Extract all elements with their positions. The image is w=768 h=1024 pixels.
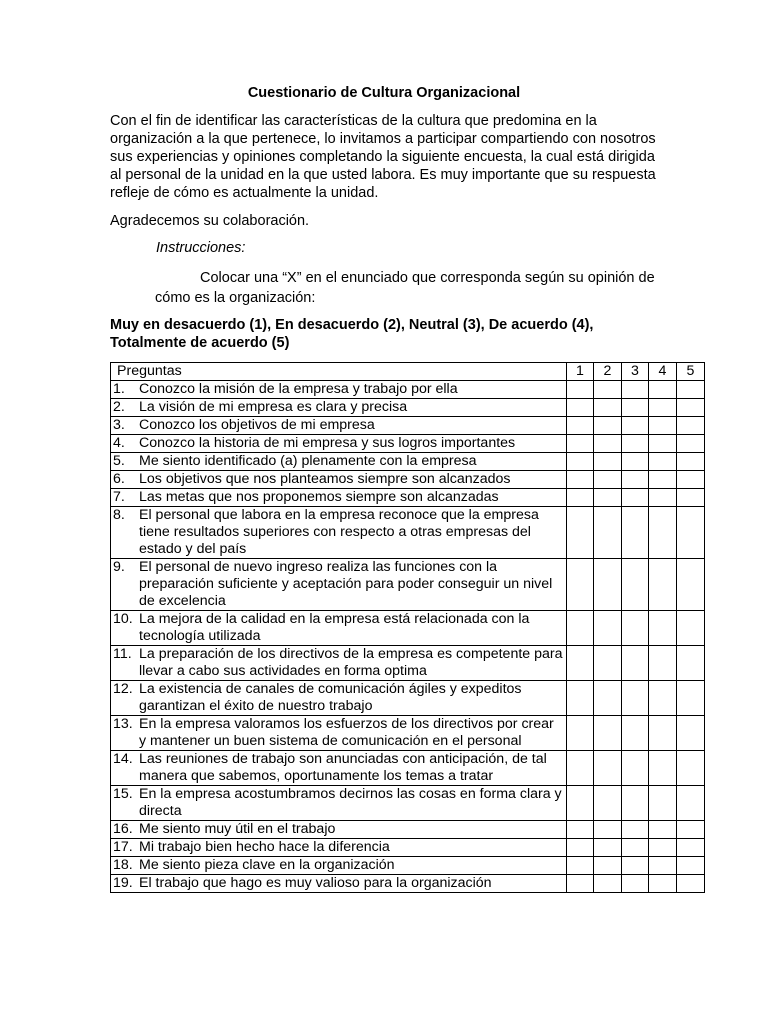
answer-cell-3[interactable] [622,646,649,681]
question-text: Conozco la historia de mi empresa y sus logros importantes [139,435,516,451]
question-number: 7. [113,489,125,505]
table-row [111,417,705,435]
column-header-3: 3 [622,363,649,381]
answer-cell-1[interactable] [567,821,594,839]
answer-cell-5[interactable] [677,716,705,751]
answer-cell-3[interactable] [622,821,649,839]
answer-cell-4[interactable] [649,646,677,681]
question-number: 2. [113,399,125,415]
intro-paragraph: Con el fin de identificar las características de la cultura que predomina en la organización a la que pertenece, lo invitamos a participar compartiendo con nosotros sus experiencias y opiniones completando la siguiente encuesta, la cual está dirigida al personal de la unidad en la que usted labora. Es muy importante que su respuesta refleje de cómo es actualmente la unidad. [110,113,656,201]
answer-cell-3[interactable] [622,559,649,611]
answer-cell-4[interactable] [649,857,677,875]
question-cell [111,681,567,716]
answer-cell-1[interactable] [567,646,594,681]
answer-cell-5[interactable] [677,435,705,453]
table-row [111,399,705,417]
answer-cell-1[interactable] [567,559,594,611]
question-cell [111,786,567,821]
answer-cell-3[interactable] [622,399,649,417]
answer-cell-1[interactable] [567,471,594,489]
table-row [111,453,705,471]
answer-cell-1[interactable] [567,611,594,646]
answer-cell-5[interactable] [677,821,705,839]
column-header-4: 4 [649,363,677,381]
question-text: El trabajo que hago es muy valioso para la organización [139,875,492,891]
answer-cell-2[interactable] [594,507,622,559]
answer-cell-2[interactable] [594,471,622,489]
answer-cell-2[interactable] [594,786,622,821]
document-title: Cuestionario de Cultura Organizacional [247,85,521,101]
answer-cell-1[interactable] [567,839,594,857]
question-text: En la empresa valoramos los esfuerzos de los directivos por crear y mantener un buen sistema de comunicación en el personal [139,716,554,749]
answer-cell-1[interactable] [567,507,594,559]
table-row [111,839,705,857]
answer-cell-5[interactable] [677,751,705,786]
answer-cell-5[interactable] [677,399,705,417]
answer-cell-4[interactable] [649,489,677,507]
answer-cell-3[interactable] [622,786,649,821]
answer-cell-5[interactable] [677,453,705,471]
answer-cell-4[interactable] [649,399,677,417]
answer-cell-3[interactable] [622,507,649,559]
answer-cell-3[interactable] [622,839,649,857]
answer-cell-1[interactable] [567,381,594,399]
answer-cell-2[interactable] [594,611,622,646]
answer-cell-2[interactable] [594,435,622,453]
question-cell [111,716,567,751]
answer-cell-5[interactable] [677,786,705,821]
question-cell [111,381,567,399]
column-header-5: 5 [677,363,705,381]
answer-cell-2[interactable] [594,453,622,471]
answer-cell-5[interactable] [677,875,705,893]
question-number: 19. [113,875,133,891]
question-cell [111,875,567,893]
answer-cell-2[interactable] [594,399,622,417]
answer-cell-2[interactable] [594,681,622,716]
answer-cell-1[interactable] [567,716,594,751]
question-number: 14. [113,751,133,767]
answer-cell-1[interactable] [567,751,594,786]
question-cell [111,559,567,611]
answer-cell-5[interactable] [677,489,705,507]
answer-cell-4[interactable] [649,751,677,786]
question-text: Conozco la misión de la empresa y trabajo por ella [139,381,458,397]
table-row [111,751,705,786]
answer-cell-1[interactable] [567,875,594,893]
table-row [111,435,705,453]
answer-cell-4[interactable] [649,453,677,471]
question-cell [111,489,567,507]
answer-cell-3[interactable] [622,381,649,399]
answer-cell-4[interactable] [649,417,677,435]
answer-cell-3[interactable] [622,751,649,786]
question-text: La existencia de canales de comunicación ágiles y expeditos garantizan el éxito de nuestro trabajo [139,681,522,714]
answer-cell-5[interactable] [677,381,705,399]
question-text: Me siento identificado (a) plenamente con la empresa [139,453,477,469]
questions-body [111,381,705,893]
question-text: Mi trabajo bien hecho hace la diferencia [139,839,390,855]
question-number: 6. [113,471,125,487]
answer-cell-4[interactable] [649,471,677,489]
question-cell [111,453,567,471]
question-text: Los objetivos que nos planteamos siempre son alcanzados [139,471,511,487]
question-text: La preparación de los directivos de la empresa es competente para llevar a cabo sus actividades en forma optima [139,646,563,679]
answer-cell-3[interactable] [622,471,649,489]
question-text: Las metas que nos proponemos siempre son alcanzadas [139,489,499,505]
answer-cell-3[interactable] [622,875,649,893]
question-text: Me siento pieza clave en la organización [139,857,395,873]
answer-cell-1[interactable] [567,453,594,471]
answer-cell-1[interactable] [567,786,594,821]
answer-cell-4[interactable] [649,786,677,821]
answer-cell-1[interactable] [567,435,594,453]
answer-cell-4[interactable] [649,821,677,839]
question-number: 15. [113,786,133,802]
table-row [111,507,705,559]
table-row [111,875,705,893]
table-row [111,857,705,875]
question-cell [111,821,567,839]
table-header-row [111,363,705,381]
answer-cell-1[interactable] [567,417,594,435]
answer-cell-2[interactable] [594,857,622,875]
question-number: 10. [113,611,133,627]
answer-cell-2[interactable] [594,381,622,399]
question-cell [111,435,567,453]
answer-cell-1[interactable] [567,399,594,417]
question-text: El personal de nuevo ingreso realiza las funciones con la preparación suficiente y aceptación para poder conseguir un nivel de excelencia [139,559,553,609]
answer-cell-2[interactable] [594,716,622,751]
answer-cell-4[interactable] [649,681,677,716]
answer-cell-3[interactable] [622,611,649,646]
question-cell [111,507,567,559]
answer-cell-5[interactable] [677,646,705,681]
question-number: 12. [113,681,133,697]
answer-cell-4[interactable] [649,611,677,646]
question-text: La visión de mi empresa es clara y precisa [139,399,408,415]
answer-cell-1[interactable] [567,681,594,716]
question-cell [111,611,567,646]
question-text: En la empresa acostumbramos decirnos las cosas en forma clara y directa [139,786,562,819]
table-row [111,821,705,839]
instructions-label: Instrucciones: [156,240,246,256]
instructions-text [155,268,675,308]
answer-cell-4[interactable] [649,839,677,857]
scale-legend: Muy en desacuerdo (1), En desacuerdo (2), Neutral (3), De acuerdo (4), Totalmente de acuerdo (5) [110,317,594,351]
thanks-text: Agradecemos su colaboración. [110,213,310,229]
question-number: 5. [113,453,125,469]
question-number: 16. [113,821,133,837]
question-number: 3. [113,417,125,433]
question-cell [111,399,567,417]
answer-cell-2[interactable] [594,489,622,507]
answer-cell-5[interactable] [677,839,705,857]
question-number: 9. [113,559,125,575]
question-text: La mejora de la calidad en la empresa está relacionada con la tecnología utilizada [139,611,530,644]
table-row [111,611,705,646]
answer-cell-4[interactable] [649,875,677,893]
answer-cell-4[interactable] [649,716,677,751]
table-row [111,646,705,681]
answer-cell-2[interactable] [594,839,622,857]
answer-cell-5[interactable] [677,417,705,435]
table-row [111,716,705,751]
question-number: 18. [113,857,133,873]
answer-cell-4[interactable] [649,559,677,611]
answer-cell-3[interactable] [622,857,649,875]
question-text: Me siento muy útil en el trabajo [139,821,336,837]
answer-cell-3[interactable] [622,417,649,435]
answer-cell-3[interactable] [622,435,649,453]
table-row [111,559,705,611]
answer-cell-2[interactable] [594,417,622,435]
answer-cell-2[interactable] [594,646,622,681]
answer-cell-5[interactable] [677,559,705,611]
question-number: 13. [113,716,133,732]
answer-cell-5[interactable] [677,507,705,559]
answer-cell-3[interactable] [622,681,649,716]
answer-cell-4[interactable] [649,381,677,399]
table-row [111,681,705,716]
questions-header: Preguntas [111,363,567,381]
question-cell [111,839,567,857]
table-row [111,786,705,821]
question-number: 17. [113,839,133,855]
answer-cell-5[interactable] [677,857,705,875]
answer-cell-4[interactable] [649,435,677,453]
question-text: Las reuniones de trabajo son anunciadas con anticipación, de tal manera que sabemos, oportunamente los temas a tratar [139,751,547,784]
answer-cell-5[interactable] [677,611,705,646]
answer-cell-2[interactable] [594,875,622,893]
questionnaire-table [110,362,705,893]
table-row [111,471,705,489]
answer-cell-5[interactable] [677,471,705,489]
question-cell [111,646,567,681]
table-row [111,489,705,507]
answer-cell-2[interactable] [594,559,622,611]
question-cell [111,471,567,489]
question-text: Conozco los objetivos de mi empresa [139,417,375,433]
column-header-1: 1 [567,363,594,381]
question-number: 1. [113,381,125,397]
question-cell [111,857,567,875]
answer-cell-1[interactable] [567,489,594,507]
answer-cell-3[interactable] [622,716,649,751]
answer-cell-5[interactable] [677,681,705,716]
answer-cell-2[interactable] [594,751,622,786]
table-row [111,381,705,399]
question-number: 4. [113,435,125,451]
question-cell [111,417,567,435]
answer-cell-3[interactable] [622,453,649,471]
question-text: El personal que labora en la empresa reconoce que la empresa tiene resultados superiores con respecto a otras empresas del estado y del país [139,507,539,557]
answer-cell-3[interactable] [622,489,649,507]
answer-cell-2[interactable] [594,821,622,839]
question-number: 11. [113,646,132,662]
instructions-text-body: Colocar una “X” en el enunciado que corresponda según su opinión de cómo es la organización: [155,270,655,306]
question-number: 8. [113,507,125,523]
question-cell [111,751,567,786]
answer-cell-4[interactable] [649,507,677,559]
column-header-2: 2 [594,363,622,381]
answer-cell-1[interactable] [567,857,594,875]
